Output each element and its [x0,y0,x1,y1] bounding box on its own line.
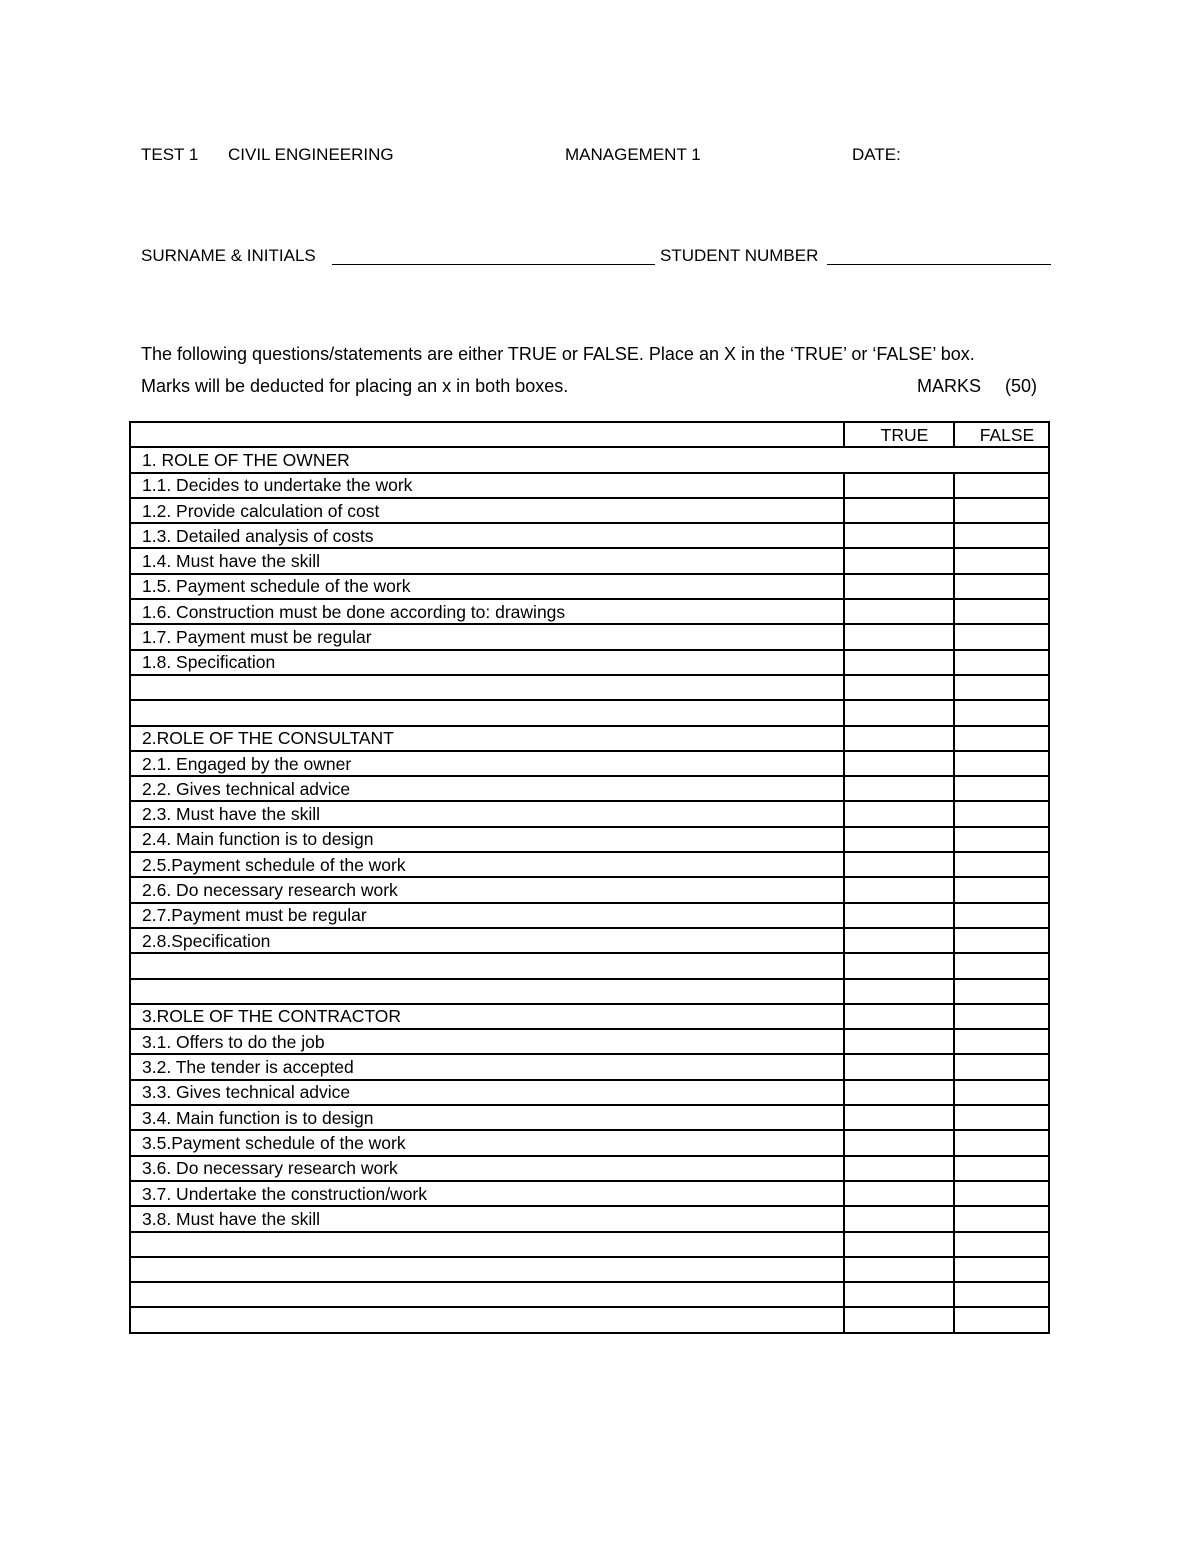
false-box[interactable] [954,1130,1049,1155]
false-box[interactable] [954,801,1049,826]
table-row [130,1080,1049,1105]
false-box[interactable] [954,877,1049,902]
table-row [130,1130,1049,1155]
question-text: 2.4. Main function is to design [130,827,844,852]
table-row [130,473,1049,498]
question-text: 1.4. Must have the skill [130,548,844,573]
true-box[interactable] [844,700,954,725]
true-column-header: TRUE [844,422,954,447]
table-row [130,523,1049,548]
true-false-table [129,421,1050,1334]
table-row [130,1282,1049,1307]
true-box[interactable] [844,1206,954,1231]
question-text [130,1282,844,1307]
false-box[interactable] [954,1156,1049,1181]
question-text: 3.8. Must have the skill [130,1206,844,1231]
table-row [130,903,1049,928]
false-box[interactable] [954,523,1049,548]
true-box[interactable] [844,928,954,953]
false-box[interactable] [954,498,1049,523]
surname-label: SURNAME & INITIALS [141,246,316,265]
false-box[interactable] [954,650,1049,675]
table-row [130,599,1049,624]
false-box[interactable] [954,1029,1049,1054]
true-box[interactable] [844,548,954,573]
true-box[interactable] [844,1257,954,1282]
module-label: MANAGEMENT 1 [565,145,701,164]
question-text: 2.7.Payment must be regular [130,903,844,928]
table-row [130,1307,1049,1332]
question-text: 2.3. Must have the skill [130,801,844,826]
table-row [130,1232,1049,1257]
question-text: 3.7. Undertake the construction/work [130,1181,844,1206]
false-box[interactable] [954,1206,1049,1231]
table-row [130,877,1049,902]
test-label: TEST 1 [141,145,199,164]
true-box[interactable] [844,675,954,700]
true-box[interactable] [844,1054,954,1079]
false-box[interactable] [954,574,1049,599]
marks-label: MARKS [917,376,982,396]
true-box[interactable] [844,650,954,675]
question-text [130,979,844,1004]
true-box[interactable] [844,473,954,498]
false-box[interactable] [954,1181,1049,1206]
true-box[interactable] [844,979,954,1004]
table-row [130,1206,1049,1231]
true-box[interactable] [844,1307,954,1332]
question-text: 3.4. Main function is to design [130,1105,844,1130]
true-box[interactable] [844,624,954,649]
table-row [130,1054,1049,1079]
true-box[interactable] [844,1130,954,1155]
false-column-header: FALSE [954,422,1049,447]
date-label: DATE: [852,145,901,164]
question-text: 1.1. Decides to undertake the work [130,473,844,498]
false-box[interactable] [954,599,1049,624]
true-box[interactable] [844,1232,954,1257]
false-box[interactable] [954,852,1049,877]
false-box[interactable] [954,1307,1049,1332]
table-row [130,1004,1049,1029]
false-box[interactable] [954,624,1049,649]
true-box[interactable] [844,1282,954,1307]
true-box[interactable] [844,1080,954,1105]
question-text: 3.1. Offers to do the job [130,1029,844,1054]
question-text: 3.3. Gives technical advice [130,1080,844,1105]
false-box[interactable] [954,1282,1049,1307]
header-blank-cell [130,422,844,447]
question-text [130,1232,844,1257]
false-box[interactable] [954,1105,1049,1130]
table-row [130,726,1049,751]
true-box[interactable] [844,523,954,548]
table-row [130,675,1049,700]
true-box[interactable] [844,498,954,523]
table-row [130,928,1049,953]
table-row [130,1181,1049,1206]
table-row [130,801,1049,826]
table-row [130,852,1049,877]
question-text [130,1257,844,1282]
true-box[interactable] [844,852,954,877]
question-text [130,1307,844,1332]
true-box[interactable] [844,903,954,928]
false-box[interactable] [954,953,1049,978]
question-text [130,953,844,978]
table-row [130,979,1049,1004]
student-number-label: STUDENT NUMBER [660,246,819,265]
question-text: 3.5.Payment schedule of the work [130,1130,844,1155]
instructions-line-1: The following questions/statements are either TRUE or FALSE. Place an X in the ‘TRUE’ or ‘FALSE’ box. [141,344,975,364]
table-row [130,700,1049,725]
table-row [130,650,1049,675]
false-box[interactable] [954,548,1049,573]
false-box[interactable] [954,473,1049,498]
question-text: 2.ROLE OF THE CONSULTANT [130,726,844,751]
question-text: 2.6. Do necessary research work [130,877,844,902]
table-row [130,624,1049,649]
false-box[interactable] [954,1232,1049,1257]
true-box[interactable] [844,877,954,902]
question-text [130,675,844,700]
student-number-input-line[interactable] [827,264,1051,265]
table-row [130,548,1049,573]
question-text: 2.1. Engaged by the owner [130,751,844,776]
false-box[interactable] [954,675,1049,700]
question-text: 1.8. Specification [130,650,844,675]
false-box[interactable] [954,700,1049,725]
false-box[interactable] [954,751,1049,776]
question-text [130,700,844,725]
table-header-row [130,422,1049,447]
section-row [130,447,1049,472]
question-text: 1.2. Provide calculation of cost [130,498,844,523]
question-text: 2.2. Gives technical advice [130,776,844,801]
question-text: 2.5.Payment schedule of the work [130,852,844,877]
table-row [130,1105,1049,1130]
table-row [130,776,1049,801]
question-text: 3.2. The tender is accepted [130,1054,844,1079]
instructions-line-2: Marks will be deducted for placing an x in both boxes. [141,376,569,396]
false-box[interactable] [954,776,1049,801]
subject-label: CIVIL ENGINEERING [228,145,394,164]
table-row [130,1257,1049,1282]
question-text: 1.6. Construction must be done according to: drawings [130,599,844,624]
true-box[interactable] [844,574,954,599]
table-row [130,751,1049,776]
question-text: 1.7. Payment must be regular [130,624,844,649]
true-box[interactable] [844,1004,954,1029]
false-box[interactable] [954,903,1049,928]
question-text: 3.6. Do necessary research work [130,1156,844,1181]
table-row [130,1156,1049,1181]
false-box[interactable] [954,1054,1049,1079]
true-box[interactable] [844,801,954,826]
true-box[interactable] [844,1181,954,1206]
false-box[interactable] [954,1080,1049,1105]
true-box[interactable] [844,827,954,852]
true-box[interactable] [844,751,954,776]
false-box[interactable] [954,928,1049,953]
false-box[interactable] [954,1004,1049,1029]
table-row [130,498,1049,523]
true-box[interactable] [844,599,954,624]
table-row [130,827,1049,852]
true-box[interactable] [844,726,954,751]
false-box[interactable] [954,979,1049,1004]
marks-value: (50) [1005,376,1038,396]
question-text: 3.ROLE OF THE CONTRACTOR [130,1004,844,1029]
question-text: 2.8.Specification [130,928,844,953]
section-title: 1. ROLE OF THE OWNER [130,447,1049,472]
question-text: 1.3. Detailed analysis of costs [130,523,844,548]
table-row [130,574,1049,599]
surname-input-line[interactable] [332,264,655,265]
true-box[interactable] [844,1105,954,1130]
false-box[interactable] [954,1257,1049,1282]
true-box[interactable] [844,953,954,978]
question-text: 1.5. Payment schedule of the work [130,574,844,599]
true-box[interactable] [844,1156,954,1181]
false-box[interactable] [954,827,1049,852]
true-box[interactable] [844,776,954,801]
table-row [130,953,1049,978]
false-box[interactable] [954,726,1049,751]
table-row [130,1029,1049,1054]
true-box[interactable] [844,1029,954,1054]
